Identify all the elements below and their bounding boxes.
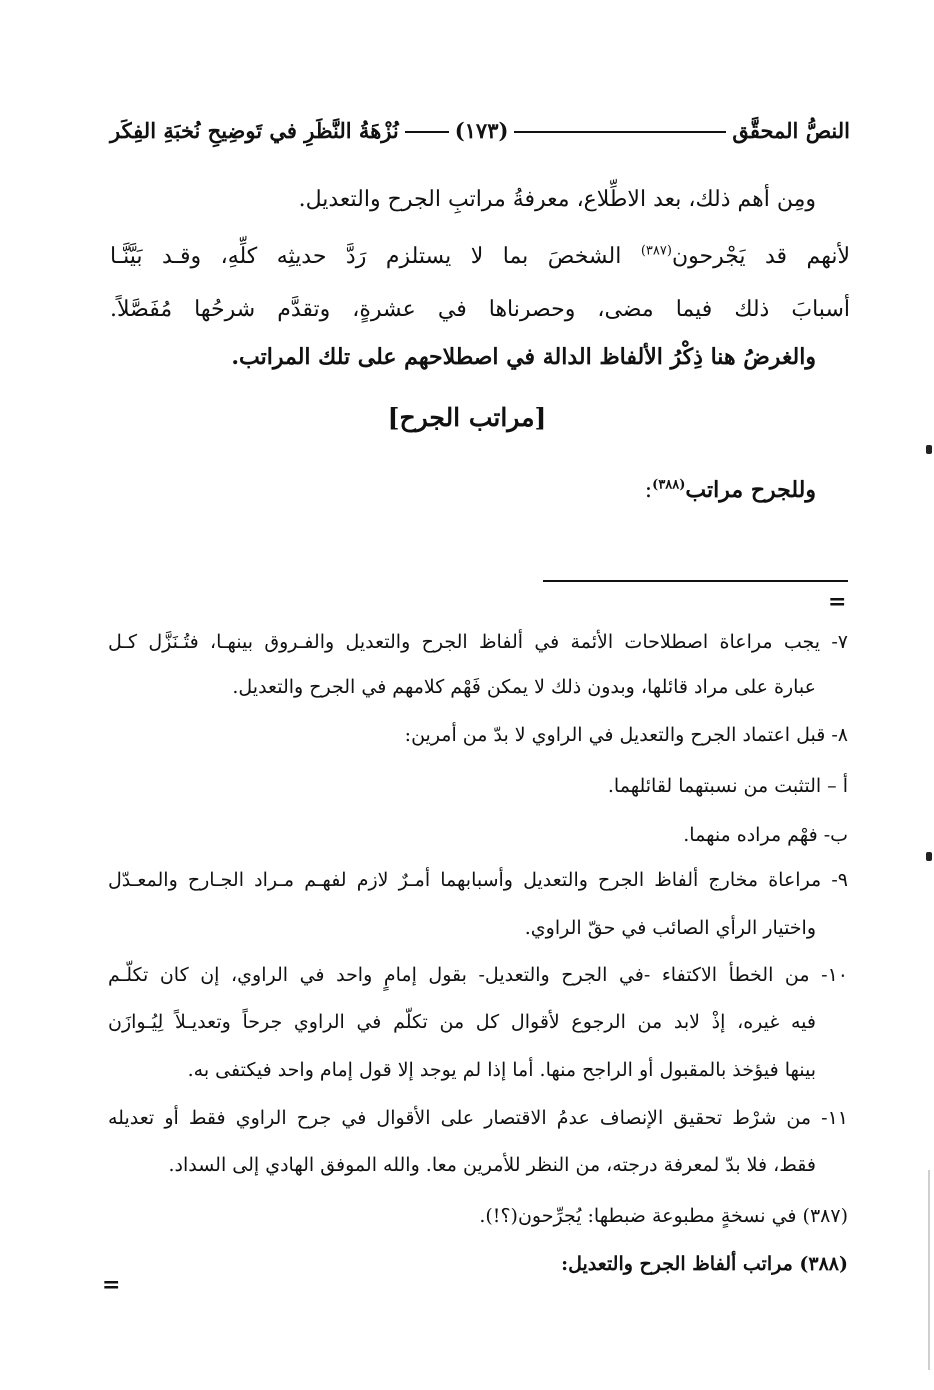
scan-edge-mark-upper — [926, 445, 932, 454]
footnote-387: (٣٨٧) في نسخةٍ مطبوعة ضبطها: يُجرِّحون(؟!). — [479, 1205, 848, 1227]
paragraph-2-line-2: أسبابَ ذلك فيما مضى، وحصرناها في عشرةٍ، وتقدَّم شرحُها مُفَصَّلاً. — [110, 297, 850, 322]
continuation-mark-top: = — [828, 589, 847, 615]
note-11-line-2: فقط، فلا بدّ لمعرفة درجته، من النظر للأمرين معا. والله الموفق الهادي إلى السداد. — [168, 1154, 816, 1176]
paragraph-4 — [116, 470, 816, 511]
paragraph-4-colon: : — [644, 478, 653, 503]
scan-edge-mark-lower — [926, 852, 932, 861]
continuation-mark-bottom: = — [102, 1272, 121, 1298]
paragraph-1: ومِن أهم ذلك، بعد الاطِّلاع، معرفةُ مراتبِ الجرح والتعديل. — [298, 187, 816, 212]
paragraph-2-line-1 — [110, 237, 850, 277]
section-heading: [مراتب الجرح] — [387, 403, 547, 432]
note-10-line-2: فيه غيره، إذْ لابد من الرجوع لأقوال كل من تكلّم في الراوي جرحاً وتعديـلاً لِيُـوازَن — [108, 1011, 816, 1033]
header-rule-right — [514, 131, 726, 133]
header-section-name: النصُّ المحقَّق — [732, 117, 850, 143]
scan-edge-shadow — [928, 1170, 930, 1370]
footnote-ref-387[interactable]: (٣٨٧) — [640, 243, 672, 259]
paragraph-3: والغرضُ هنا ذِكْرُ الألفاظ الدالة في اصطلاحهم على تلك المراتب. — [231, 344, 816, 370]
paragraph-4-text: وللجرح مراتب — [685, 477, 816, 503]
note-10-line-1: ١٠- من الخطأ الاكتفاء -في الجرح والتعديل- بقول إمامٍ واحد في الراوي، إن كان تكلّـم — [108, 964, 848, 986]
note-8-b: ب- فهْم مراده منهما. — [683, 824, 848, 846]
paragraph-2-text: لأنهم قد يَجْرحون — [671, 244, 851, 269]
note-7-line-1: ٧- يجب مراعاة اصطلاحات الأئمة في ألفاظ الجرح والتعديل والفـروق بينهـا، فتُـنَزَّل كـل — [108, 631, 848, 653]
header-book-title: نُزْهَةُ النَّظَرِ في تَوضِيحِ نُخبَةِ الفِكَر — [110, 117, 399, 143]
paragraph-2-text-rest: الشخصَ بما لا يستلزم رَدَّ حديثِه كلِّهِ، وقـد بَيَّنَّـا — [110, 244, 641, 269]
running-header — [110, 108, 850, 152]
note-8: ٨- قبل اعتماد الجرح والتعديل في الراوي لا بدّ من أمرين: — [404, 724, 848, 746]
footnote-ref-388[interactable]: (٣٨٨) — [652, 477, 686, 493]
note-10-line-3: بينها فيؤخذ بالمقبول أو الراجح منها. أما إذا لم يوجد إلا قول إمام واحد فيكتفى به. — [187, 1059, 816, 1081]
note-9-line-2: واختيار الرأي الصائب في حقّ الراوي. — [524, 917, 816, 939]
note-7-line-2: عبارة على مراد قائلها، وبدون ذلك لا يمكن فَهْم كلامهم في الجرح والتعديل. — [232, 676, 816, 698]
note-8-a: أ – التثبت من نسبتهما لقائلهما. — [607, 775, 848, 797]
note-11-line-1: ١١- من شرْط تحقيق الإنصاف عدمُ الاقتصار على الأقوال في جرح الراوي فقط أو تعديله — [108, 1107, 848, 1129]
page-number: (١٧٣) — [454, 117, 509, 143]
footnote-388: (٣٨٨) مراتب ألفاظ الجرح والتعديل: — [561, 1253, 848, 1275]
note-9-line-1: ٩- مراعاة مخارج ألفاظ الجرح والتعديل وأسبابهما أمـرٌ لازم لفهـم مـراد الجـارح والمعـدّل — [108, 869, 848, 891]
header-rule-left — [405, 131, 449, 133]
footnote-separator — [543, 580, 848, 582]
